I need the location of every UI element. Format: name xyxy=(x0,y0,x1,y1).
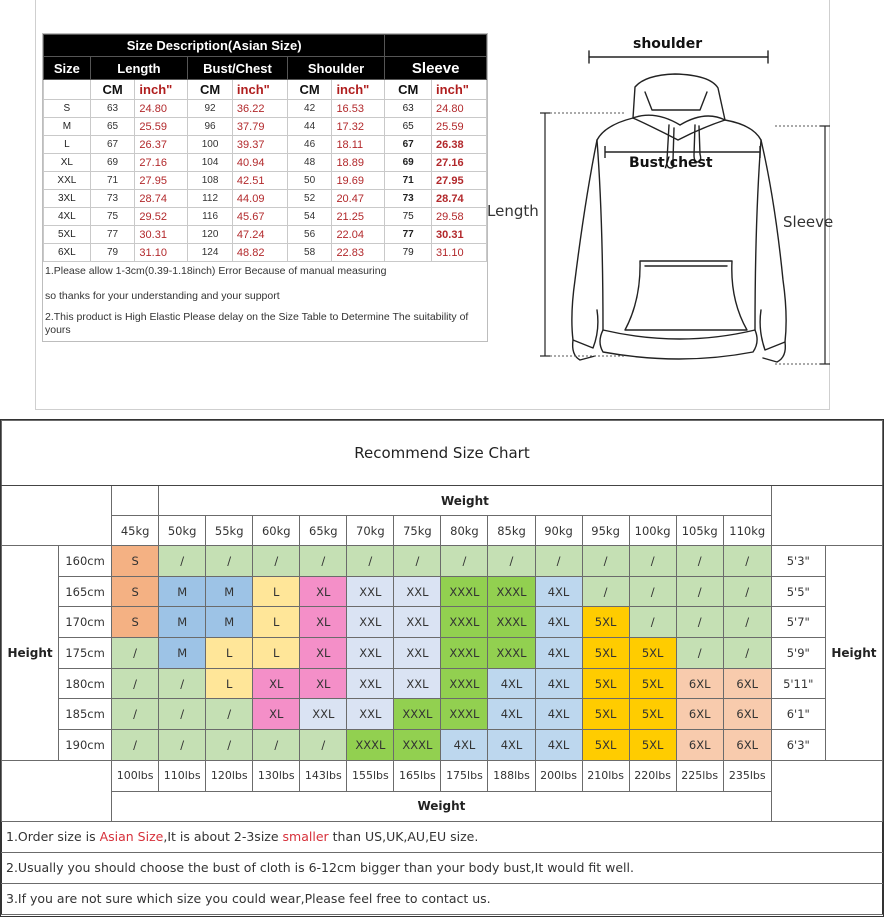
size-cell: 3XL xyxy=(44,190,91,208)
weight-kg-header: 70kg xyxy=(347,516,394,546)
size-cell: S xyxy=(44,100,91,118)
bust-cm-cell: 112 xyxy=(188,190,233,208)
weight-footer: Weight xyxy=(112,791,772,821)
note-text: 3.If you are not sure which size you could wear,Please feel free to contact us. xyxy=(6,891,491,907)
size-row xyxy=(44,226,487,244)
shoulder-inch-cell: 17.32 xyxy=(332,118,385,136)
height-cm-cell: 170cm xyxy=(59,607,112,638)
shoulder-cm-cell: 58 xyxy=(287,244,332,262)
size-recommendation-cell: / xyxy=(676,638,723,669)
shoulder-inch-cell: 22.83 xyxy=(332,244,385,262)
weight-kg-header: 60kg xyxy=(253,516,300,546)
sleeve-inch-cell: 27.16 xyxy=(432,154,487,172)
length-inch-cell: 27.95 xyxy=(135,172,188,190)
size-recommendation-cell: 5XL xyxy=(629,730,676,761)
sleeve-inch-cell: 31.10 xyxy=(432,244,487,262)
height-row xyxy=(2,576,883,607)
sleeve-inch-cell: 29.58 xyxy=(432,208,487,226)
height-label-left: Height xyxy=(2,546,59,761)
size-recommendation-cell: 5XL xyxy=(629,699,676,730)
shoulder-inch-cell: 20.47 xyxy=(332,190,385,208)
size-recommendation-cell: L xyxy=(253,607,300,638)
col-header-shoulder: Shoulder xyxy=(287,57,385,80)
size-recommendation-cell: 6XL xyxy=(723,668,771,699)
size-recommendation-cell: XXXL xyxy=(488,638,535,669)
size-cell: XL xyxy=(44,154,91,172)
label-bust-chest: Bust/chest xyxy=(629,155,713,171)
size-recommendation-cell: 5XL xyxy=(629,638,676,669)
size-recommendation-cell: / xyxy=(112,668,159,699)
weight-kg-header: 55kg xyxy=(206,516,253,546)
size-recommendation-cell: XXL xyxy=(347,699,394,730)
size-recommendation-cell: / xyxy=(441,546,488,577)
size-description-table xyxy=(42,33,488,342)
size-row xyxy=(44,172,487,190)
bust-inch-cell: 42.51 xyxy=(232,172,287,190)
note-text: than US,UK,AU,EU size. xyxy=(328,829,479,845)
size-recommendation-cell: / xyxy=(300,546,347,577)
size-recommendation-cell: / xyxy=(629,607,676,638)
shoulder-cm-cell: 52 xyxy=(287,190,332,208)
height-cm-cell: 160cm xyxy=(59,546,112,577)
size-recommendation-cell: / xyxy=(112,730,159,761)
size-recommendation-cell: 4XL xyxy=(441,730,488,761)
weight-lbs-cell: 100lbs xyxy=(112,760,159,791)
bust-cm-cell: 116 xyxy=(188,208,233,226)
length-cm-cell: 71 xyxy=(90,172,135,190)
unit-cm: CM xyxy=(188,80,233,100)
size-row xyxy=(44,154,487,172)
length-cm-cell: 73 xyxy=(90,190,135,208)
unit-cm: CM xyxy=(385,80,432,100)
size-recommendation-cell: XXL xyxy=(300,699,347,730)
height-label-right: Height xyxy=(825,546,882,761)
shoulder-inch-cell: 22.04 xyxy=(332,226,385,244)
chart-note-3 xyxy=(2,883,883,914)
highlight-text: smaller xyxy=(282,829,329,845)
size-recommendation-cell: XL xyxy=(253,699,300,730)
size-recommendation-cell: / xyxy=(112,699,159,730)
size-recommendation-cell: / xyxy=(112,638,159,669)
weight-lbs-cell: 225lbs xyxy=(676,760,723,791)
size-recommendation-cell: XXXL xyxy=(488,607,535,638)
height-ft-cell: 5'5" xyxy=(771,576,825,607)
size-recommendation-cell: XXXL xyxy=(394,699,441,730)
weight-kg-header: 110kg xyxy=(723,516,771,546)
size-recommendation-cell: XXL xyxy=(394,638,441,669)
height-cm-cell: 185cm xyxy=(59,699,112,730)
size-recommendation-cell: XXXL xyxy=(441,668,488,699)
weight-kg-header: 65kg xyxy=(300,516,347,546)
size-recommendation-cell: 4XL xyxy=(488,699,535,730)
size-recommendation-cell: L xyxy=(253,638,300,669)
weight-lbs-cell: 110lbs xyxy=(159,760,206,791)
size-recommendation-cell: 6XL xyxy=(676,668,723,699)
unit-cm: CM xyxy=(90,80,135,100)
length-inch-cell: 25.59 xyxy=(135,118,188,136)
sleeve-cm-cell: 71 xyxy=(385,172,432,190)
size-recommendation-cell: / xyxy=(723,638,771,669)
size-recommendation-cell: / xyxy=(253,730,300,761)
weight-kg-header: 85kg xyxy=(488,516,535,546)
size-recommendation-cell: 5XL xyxy=(582,638,629,669)
size-recommendation-cell: 4XL xyxy=(535,699,582,730)
size-recommendation-cell: / xyxy=(159,668,206,699)
bust-cm-cell: 120 xyxy=(188,226,233,244)
recommend-size-chart xyxy=(0,419,884,917)
shoulder-cm-cell: 50 xyxy=(287,172,332,190)
size-recommendation-cell: XL xyxy=(300,576,347,607)
bust-inch-cell: 47.24 xyxy=(232,226,287,244)
shoulder-cm-cell: 46 xyxy=(287,136,332,154)
size-recommendation-cell: XL xyxy=(300,668,347,699)
length-inch-cell: 28.74 xyxy=(135,190,188,208)
size-recommendation-cell: 4XL xyxy=(535,668,582,699)
bust-inch-cell: 36.22 xyxy=(232,100,287,118)
size-recommendation-cell: 4XL xyxy=(535,576,582,607)
size-recommendation-cell: / xyxy=(676,576,723,607)
size-recommendation-cell: / xyxy=(159,699,206,730)
weight-kg-header: 45kg xyxy=(112,516,159,546)
size-recommendation-cell: XXL xyxy=(394,576,441,607)
size-recommendation-cell: S xyxy=(112,546,159,577)
kg-row xyxy=(2,516,883,546)
weight-kg-header: 105kg xyxy=(676,516,723,546)
shoulder-cm-cell: 48 xyxy=(287,154,332,172)
note-text: ,It is about 2-3size xyxy=(163,829,283,845)
size-recommendation-cell: / xyxy=(582,546,629,577)
note-text: 1.Order size is xyxy=(6,829,100,845)
bust-cm-cell: 108 xyxy=(188,172,233,190)
size-recommendation-cell: M xyxy=(159,607,206,638)
length-cm-cell: 69 xyxy=(90,154,135,172)
size-recommendation-cell: / xyxy=(723,546,771,577)
shoulder-inch-cell: 18.11 xyxy=(332,136,385,154)
hoodie-sketch-icon xyxy=(485,30,845,365)
weight-kg-header: 75kg xyxy=(394,516,441,546)
sleeve-inch-cell: 28.74 xyxy=(432,190,487,208)
size-recommendation-cell: / xyxy=(629,576,676,607)
bust-inch-cell: 44.09 xyxy=(232,190,287,208)
sleeve-inch-cell: 25.59 xyxy=(432,118,487,136)
size-recommendation-cell: / xyxy=(535,546,582,577)
size-recommendation-cell: / xyxy=(394,546,441,577)
bust-cm-cell: 104 xyxy=(188,154,233,172)
size-recommendation-cell: XXL xyxy=(394,668,441,699)
shoulder-inch-cell: 19.69 xyxy=(332,172,385,190)
bust-inch-cell: 39.37 xyxy=(232,136,287,154)
weight-header: Weight xyxy=(159,486,772,516)
height-ft-cell: 6'1" xyxy=(771,699,825,730)
size-recommendation-cell: / xyxy=(676,546,723,577)
length-cm-cell: 67 xyxy=(90,136,135,154)
height-cm-cell: 180cm xyxy=(59,668,112,699)
shoulder-inch-cell: 18.89 xyxy=(332,154,385,172)
size-row xyxy=(44,208,487,226)
size-recommendation-cell: L xyxy=(253,576,300,607)
size-recommendation-cell: / xyxy=(629,546,676,577)
size-recommendation-cell: M xyxy=(206,576,253,607)
size-recommendation-cell: / xyxy=(723,607,771,638)
col-header-length: Length xyxy=(90,57,188,80)
size-recommendation-cell: 5XL xyxy=(582,607,629,638)
size-recommendation-cell: XXL xyxy=(394,607,441,638)
length-inch-cell: 30.31 xyxy=(135,226,188,244)
sleeve-cm-cell: 63 xyxy=(385,100,432,118)
length-inch-cell: 24.80 xyxy=(135,100,188,118)
weight-lbs-cell: 155lbs xyxy=(347,760,394,791)
bust-inch-cell: 45.67 xyxy=(232,208,287,226)
height-row xyxy=(2,607,883,638)
size-recommendation-cell: XXXL xyxy=(441,576,488,607)
height-row xyxy=(2,730,883,761)
shoulder-inch-cell: 16.53 xyxy=(332,100,385,118)
sleeve-cm-cell: 77 xyxy=(385,226,432,244)
chart-note-2 xyxy=(2,852,883,883)
size-recommendation-cell: 6XL xyxy=(676,730,723,761)
size-recommendation-cell: 4XL xyxy=(535,607,582,638)
bust-cm-cell: 96 xyxy=(188,118,233,136)
weight-lbs-cell: 200lbs xyxy=(535,760,582,791)
size-row xyxy=(44,118,487,136)
height-ft-cell: 5'7" xyxy=(771,607,825,638)
weight-lbs-cell: 165lbs xyxy=(394,760,441,791)
bust-inch-cell: 40.94 xyxy=(232,154,287,172)
lbs-right-blank xyxy=(771,760,882,821)
col-header-size: Size xyxy=(44,57,91,80)
size-recommendation-cell: / xyxy=(488,546,535,577)
length-cm-cell: 63 xyxy=(90,100,135,118)
weight-kg-header: 50kg xyxy=(159,516,206,546)
weight-lbs-cell: 210lbs xyxy=(582,760,629,791)
size-recommendation-cell: 4XL xyxy=(535,730,582,761)
col-header-sleeve: Sleeve xyxy=(385,57,487,80)
weight-lbs-cell: 220lbs xyxy=(629,760,676,791)
size-row xyxy=(44,190,487,208)
corner-blank xyxy=(2,486,112,546)
note-2: 2.This product is High Elastic Please delay on the Size Table to Determine The suitability of yours xyxy=(45,311,469,336)
weight-lbs-cell: 235lbs xyxy=(723,760,771,791)
size-table-title: Size Description(Asian Size) xyxy=(44,35,385,57)
height-row xyxy=(2,546,883,577)
size-recommendation-cell: / xyxy=(582,576,629,607)
kg-head-blank xyxy=(112,486,159,516)
bust-cm-cell: 100 xyxy=(188,136,233,154)
weight-kg-header: 80kg xyxy=(441,516,488,546)
length-inch-cell: 27.16 xyxy=(135,154,188,172)
length-cm-cell: 65 xyxy=(90,118,135,136)
bust-cm-cell: 92 xyxy=(188,100,233,118)
unit-row xyxy=(44,80,487,100)
size-recommendation-cell: 5XL xyxy=(582,699,629,730)
size-recommendation-cell: XXXL xyxy=(441,699,488,730)
size-table-notes xyxy=(43,262,487,341)
weight-lbs-cell: 143lbs xyxy=(300,760,347,791)
note-1: 1.Please allow 1-3cm(0.39-1.18inch) Error Because of manual measuring xyxy=(45,265,387,277)
size-recommendation-cell: M xyxy=(206,607,253,638)
weight-lbs-cell: 175lbs xyxy=(441,760,488,791)
size-cell: 6XL xyxy=(44,244,91,262)
sleeve-cm-cell: 69 xyxy=(385,154,432,172)
sleeve-cm-cell: 67 xyxy=(385,136,432,154)
chart-note-1 xyxy=(2,821,883,852)
sleeve-cm-cell: 79 xyxy=(385,244,432,262)
height-cm-cell: 165cm xyxy=(59,576,112,607)
label-shoulder: shoulder xyxy=(633,36,703,52)
size-recommendation-cell: 6XL xyxy=(723,730,771,761)
size-recommendation-cell: / xyxy=(723,576,771,607)
size-recommendation-cell: XXXL xyxy=(441,607,488,638)
size-recommendation-cell: 4XL xyxy=(488,668,535,699)
hoodie-measurement-diagram xyxy=(485,30,845,365)
size-recommendation-cell: 4XL xyxy=(488,730,535,761)
sleeve-inch-cell: 30.31 xyxy=(432,226,487,244)
size-recommendation-cell: XXL xyxy=(347,576,394,607)
size-recommendation-cell: 6XL xyxy=(676,699,723,730)
size-recommendation-cell: M xyxy=(159,576,206,607)
size-recommendation-cell: XXXL xyxy=(441,638,488,669)
shoulder-cm-cell: 56 xyxy=(287,226,332,244)
height-row xyxy=(2,638,883,669)
label-sleeve: Sleeve xyxy=(783,213,834,231)
sleeve-cm-cell: 73 xyxy=(385,190,432,208)
weight-lbs-cell: 130lbs xyxy=(253,760,300,791)
height-ft-cell: 6'3" xyxy=(771,730,825,761)
label-length: Length xyxy=(487,202,539,220)
bust-inch-cell: 37.79 xyxy=(232,118,287,136)
shoulder-cm-cell: 54 xyxy=(287,208,332,226)
highlight-text: Asian Size xyxy=(99,829,164,845)
length-inch-cell: 31.10 xyxy=(135,244,188,262)
size-cell: L xyxy=(44,136,91,154)
col-header-bust: Bust/Chest xyxy=(188,57,288,80)
shoulder-cm-cell: 44 xyxy=(287,118,332,136)
unit-inch: inch" xyxy=(432,80,487,100)
sleeve-inch-cell: 27.95 xyxy=(432,172,487,190)
shoulder-cm-cell: 42 xyxy=(287,100,332,118)
size-recommendation-cell: / xyxy=(159,730,206,761)
length-cm-cell: 77 xyxy=(90,226,135,244)
sleeve-inch-cell: 24.80 xyxy=(432,100,487,118)
size-recommendation-cell: / xyxy=(206,546,253,577)
length-inch-cell: 29.52 xyxy=(135,208,188,226)
size-recommendation-cell: / xyxy=(347,546,394,577)
length-cm-cell: 79 xyxy=(90,244,135,262)
size-table-title-blank xyxy=(385,35,487,57)
shoulder-inch-cell: 21.25 xyxy=(332,208,385,226)
weight-lbs-cell: 188lbs xyxy=(488,760,535,791)
height-row xyxy=(2,699,883,730)
size-recommendation-cell: XL xyxy=(300,607,347,638)
lbs-corner-blank xyxy=(2,760,112,821)
right-corner-blank xyxy=(771,486,882,546)
height-ft-cell: 5'11" xyxy=(771,668,825,699)
size-recommendation-cell: / xyxy=(159,546,206,577)
unit-inch: inch" xyxy=(135,80,188,100)
size-recommendation-cell: XL xyxy=(253,668,300,699)
weight-kg-header: 90kg xyxy=(535,516,582,546)
chart-title: Recommend Size Chart xyxy=(2,421,883,486)
size-recommendation-cell: 5XL xyxy=(582,668,629,699)
lbs-row xyxy=(2,760,883,791)
unit-cm: CM xyxy=(287,80,332,100)
size-recommendation-cell: 6XL xyxy=(723,699,771,730)
size-cell: 4XL xyxy=(44,208,91,226)
weight-lbs-cell: 120lbs xyxy=(206,760,253,791)
size-recommendation-cell: 4XL xyxy=(535,638,582,669)
height-cm-cell: 190cm xyxy=(59,730,112,761)
size-recommendation-cell: 5XL xyxy=(582,730,629,761)
unit-inch: inch" xyxy=(332,80,385,100)
size-cell: XXL xyxy=(44,172,91,190)
unit-blank xyxy=(44,80,91,100)
length-cm-cell: 75 xyxy=(90,208,135,226)
size-row xyxy=(44,244,487,262)
size-recommendation-cell: XXXL xyxy=(394,730,441,761)
sleeve-cm-cell: 75 xyxy=(385,208,432,226)
unit-inch: inch" xyxy=(232,80,287,100)
size-recommendation-cell: M xyxy=(159,638,206,669)
size-recommendation-cell: S xyxy=(112,607,159,638)
size-recommendation-cell: XL xyxy=(300,638,347,669)
height-cm-cell: 175cm xyxy=(59,638,112,669)
size-cell: M xyxy=(44,118,91,136)
height-ft-cell: 5'3" xyxy=(771,546,825,577)
size-recommendation-cell: / xyxy=(676,607,723,638)
bust-cm-cell: 124 xyxy=(188,244,233,262)
size-recommendation-cell: / xyxy=(206,699,253,730)
size-recommendation-cell: XXL xyxy=(347,607,394,638)
note-1-cont: so thanks for your understanding and your support xyxy=(45,290,280,302)
bust-inch-cell: 48.82 xyxy=(232,244,287,262)
size-recommendation-cell: XXXL xyxy=(488,576,535,607)
weight-kg-header: 100kg xyxy=(629,516,676,546)
length-inch-cell: 26.37 xyxy=(135,136,188,154)
size-recommendation-cell: XXL xyxy=(347,668,394,699)
size-recommendation-cell: XXL xyxy=(347,638,394,669)
height-row xyxy=(2,668,883,699)
size-row xyxy=(44,136,487,154)
height-ft-cell: 5'9" xyxy=(771,638,825,669)
size-recommendation-cell: S xyxy=(112,576,159,607)
sleeve-inch-cell: 26.38 xyxy=(432,136,487,154)
size-recommendation-cell: / xyxy=(206,730,253,761)
weight-kg-header: 95kg xyxy=(582,516,629,546)
size-recommendation-cell: XXXL xyxy=(347,730,394,761)
size-row xyxy=(44,100,487,118)
size-recommendation-cell: / xyxy=(300,730,347,761)
size-cell: 5XL xyxy=(44,226,91,244)
size-recommendation-cell: L xyxy=(206,638,253,669)
size-recommendation-cell: / xyxy=(253,546,300,577)
size-recommendation-cell: L xyxy=(206,668,253,699)
sleeve-cm-cell: 65 xyxy=(385,118,432,136)
note-text: 2.Usually you should choose the bust of cloth is 6-12cm bigger than your body bust,It would fit well. xyxy=(6,860,634,876)
size-recommendation-cell: 5XL xyxy=(629,668,676,699)
